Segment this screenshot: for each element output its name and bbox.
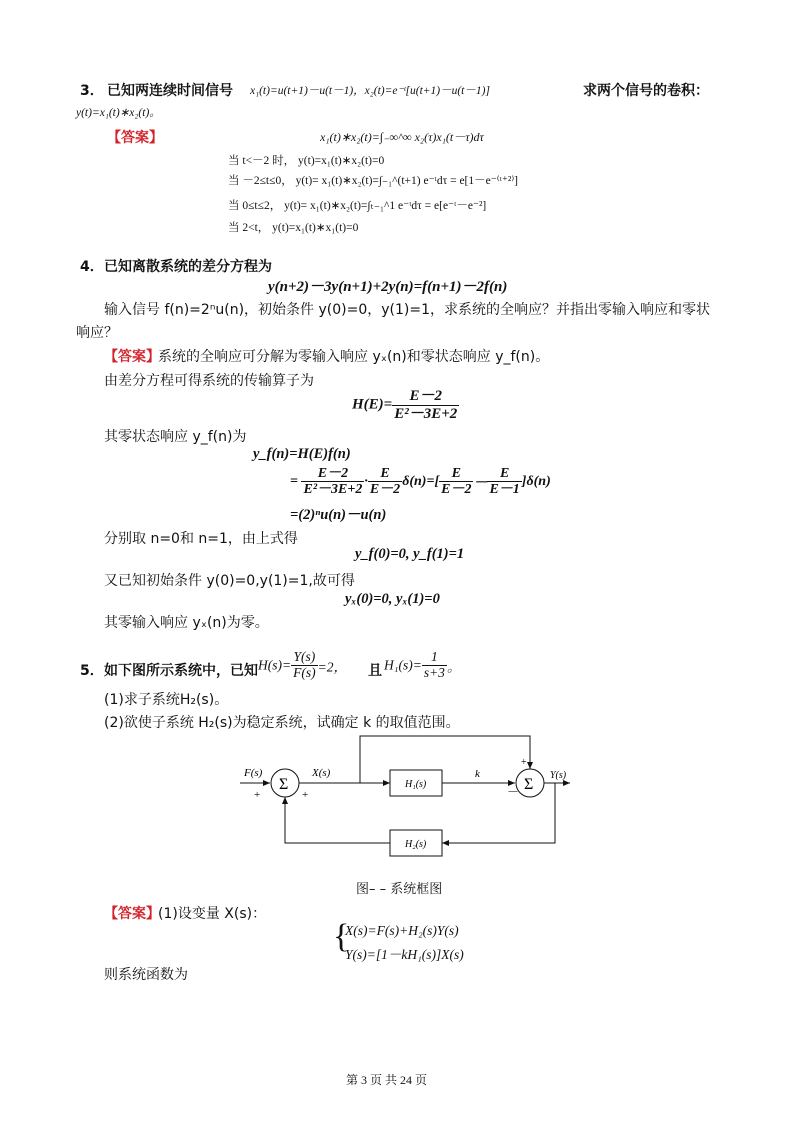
q5-number: 5．	[80, 663, 104, 679]
q5-answer-label: 【答案】	[104, 906, 160, 922]
q4-zs-frac3	[439, 466, 473, 498]
plus-left-feedback: +	[302, 789, 309, 801]
q4-input-line2: 响应？	[76, 325, 118, 341]
feedback-line-b	[285, 797, 390, 843]
label-k: k	[475, 768, 480, 780]
q5-answer-text: (1)设变量 X(s)：	[158, 906, 267, 922]
q5-H-num: Y(s)	[291, 650, 318, 666]
q5-system-fn: 则系统函数为	[104, 967, 188, 983]
q4-H-frac	[392, 388, 459, 422]
q5-H-frac	[291, 650, 318, 681]
q3-answer-formula: x₁(t)∗x₂(t)=∫₋∞^∞ x₂(τ)x₁(t－τ)dτ	[320, 130, 484, 144]
q3-case-3: 当 0≤t≤2， y(t)= x₁(t)∗x₂(t)=∫ₜ₋₁^1 e⁻ᵗdτ = e[e⁻ᵗ－e⁻²]	[228, 200, 487, 212]
plus-left-input: +	[254, 789, 261, 801]
q5-stem-end: 。	[446, 659, 461, 675]
q4-number: 4．	[80, 259, 104, 275]
label-X: X(s)	[312, 767, 331, 779]
q4-zs-f2-num: E	[368, 466, 402, 482]
q4-zs-f4-den: E－1	[489, 482, 520, 498]
q5-stem-H1	[384, 650, 460, 681]
q3-case-4: 当 2<t， y(t)=x₁(t)∗x₁(t)=0	[228, 222, 359, 234]
q4-zs-f2-den: E－2	[369, 482, 401, 498]
q4-zs-f1-den: E²－3E+2	[303, 482, 363, 498]
q5-eq1: X(s)=F(s)+H₂(s)Y(s)	[345, 923, 459, 938]
q5-H1-num: 1	[422, 650, 447, 666]
q4-zs-minus: －	[473, 475, 488, 491]
q4-zs-f4-num: E	[487, 466, 521, 482]
q4-take-text: 分别取 n=0和 n=1，由上式得	[104, 531, 298, 547]
q5-stem-a: 如下图所示系统中，已知	[104, 663, 258, 679]
q4-zs-frac2	[368, 466, 402, 498]
h1-label: H₁(s)	[405, 779, 427, 790]
label-F: F(s)	[244, 767, 263, 779]
q4-transfer-fn	[352, 388, 459, 422]
q4-zs-intro: 其零状态响应 y_f(n)为	[104, 429, 247, 445]
q5-H-den: F(s)	[293, 664, 316, 680]
q4-H-num: E－2	[392, 388, 459, 406]
q5-sub1: (1)求子系统H₂(s)。	[104, 692, 229, 708]
q4-transfer-intro: 由差分方程可得系统的传输算子为	[104, 373, 314, 389]
q5-H-lhs: H(s)=	[258, 657, 292, 673]
q4-yx-values: yₓ(0)=0, yₓ(1)=0	[345, 591, 440, 607]
q4-zs-line2: = $\frac{E-2}{\text{E²－3E+2}}$ · $\frac{E}{E-2}$ δ(n)=[ $\frac{E}{E-2}$ － $\frac{E}{E-1}$ ]δ(n)	[290, 466, 551, 498]
q3-case-2: 当 －2≤t≤0， y(t)= x₁(t)∗x₂(t)=∫₋₁^(t+1) e⁻ᵗdτ = e[1－e⁻⁽ᵗ⁺²⁾]	[228, 175, 519, 187]
q4-answer-label: 【答案】	[104, 349, 160, 365]
q5-sub2: (2)欲使子系统 H₂(s)为稳定系统，试确定 k 的取值范围。	[104, 715, 460, 731]
q3-stem-suffix: 求两个信号的卷积：	[583, 83, 709, 99]
q4-init-text: 又已知初始条件 y(0)=0,y(1)=1,故可得	[104, 573, 355, 589]
q4-input-line: 输入信号 f(n)=2ⁿu(n)，初始条件 y(0)=0，y(1)=1，求系统的全响应？并指出零输入响应和零状	[104, 302, 711, 318]
q4-H-lhs: H(E)=	[352, 396, 393, 413]
q4-answer-text: 系统的全响应可分解为零输入响应 yₓ(n)和零状态响应 y_f(n)。	[158, 349, 550, 365]
h2-label: H₂(s)	[405, 839, 427, 850]
q3-answer-label: 【答案】	[107, 130, 163, 146]
q5-eq2: Y(s)=[1－kH₁(s)]X(s)	[345, 947, 464, 962]
q3-stem-formula: x₁(t)=u(t+1)－u(t－1)，x₂(t)=e⁻ᵗ[u(t+1)－u(t－1)]	[250, 85, 490, 97]
minus-sign: －	[507, 785, 520, 799]
block-diagram	[230, 728, 575, 868]
q5-H1-den: s+3	[423, 664, 445, 680]
plus-top: +	[521, 757, 527, 768]
q4-zs-mid: δ(n)=[	[402, 473, 440, 489]
q4-zs-line3: =(2)ⁿu(n)－u(n)	[290, 507, 387, 523]
sum-2-sigma: Σ	[524, 776, 534, 793]
q5-H1-frac	[422, 650, 447, 681]
feedforward-line	[360, 736, 530, 783]
q4-zs-eq: =	[290, 473, 298, 489]
q4-zs-frac1	[301, 466, 364, 498]
q4-stem: 已知离散系统的差分方程为	[104, 259, 272, 275]
q4-zs-f3-num: E	[439, 466, 473, 482]
q3-stem-prefix: 已知两连续时间信号	[107, 83, 233, 99]
q4-zs-end: ]δ(n)	[521, 473, 551, 489]
sum-1-sigma: Σ	[279, 776, 289, 793]
q5-H-val: =2，	[317, 659, 347, 675]
q4-zs-line1: y_f(n)=H(E)f(n)	[253, 446, 351, 462]
q5-stem-H	[258, 650, 347, 681]
q5-stem-b: 且	[368, 663, 382, 679]
q4-equation: y(n+2)－3y(n+1)+2y(n)=f(n+1)－2f(n)	[268, 279, 508, 295]
q4-yf-values: y_f(0)=0, y_f(1)=1	[355, 546, 465, 562]
equation-brace: {	[333, 918, 350, 955]
label-Y: Y(s)	[550, 770, 567, 781]
page-footer: 第 3 页 共 24 页	[346, 1073, 428, 1087]
q4-zs-f1-num: E－2	[301, 466, 364, 482]
q4-zs-f3-den: E－2	[441, 482, 472, 498]
q3-stem-line2: y(t)=x₁(t)∗x₂(t)。	[76, 107, 161, 119]
figure-caption: 图– – 系统框图	[356, 882, 443, 897]
q4-H-den: E²－3E+2	[394, 405, 458, 422]
q5-H1-lhs: H₁(s)=	[384, 657, 422, 673]
q3-number: 3．	[80, 83, 104, 99]
feedback-line-a	[442, 783, 555, 843]
q4-zs-frac4	[487, 466, 521, 498]
q3-case-1: 当 t<－2 时， y(t)=x₁(t)∗x₂(t)=0	[228, 155, 385, 167]
q4-conclusion: 其零输入响应 yₓ(n)为零。	[104, 615, 269, 631]
